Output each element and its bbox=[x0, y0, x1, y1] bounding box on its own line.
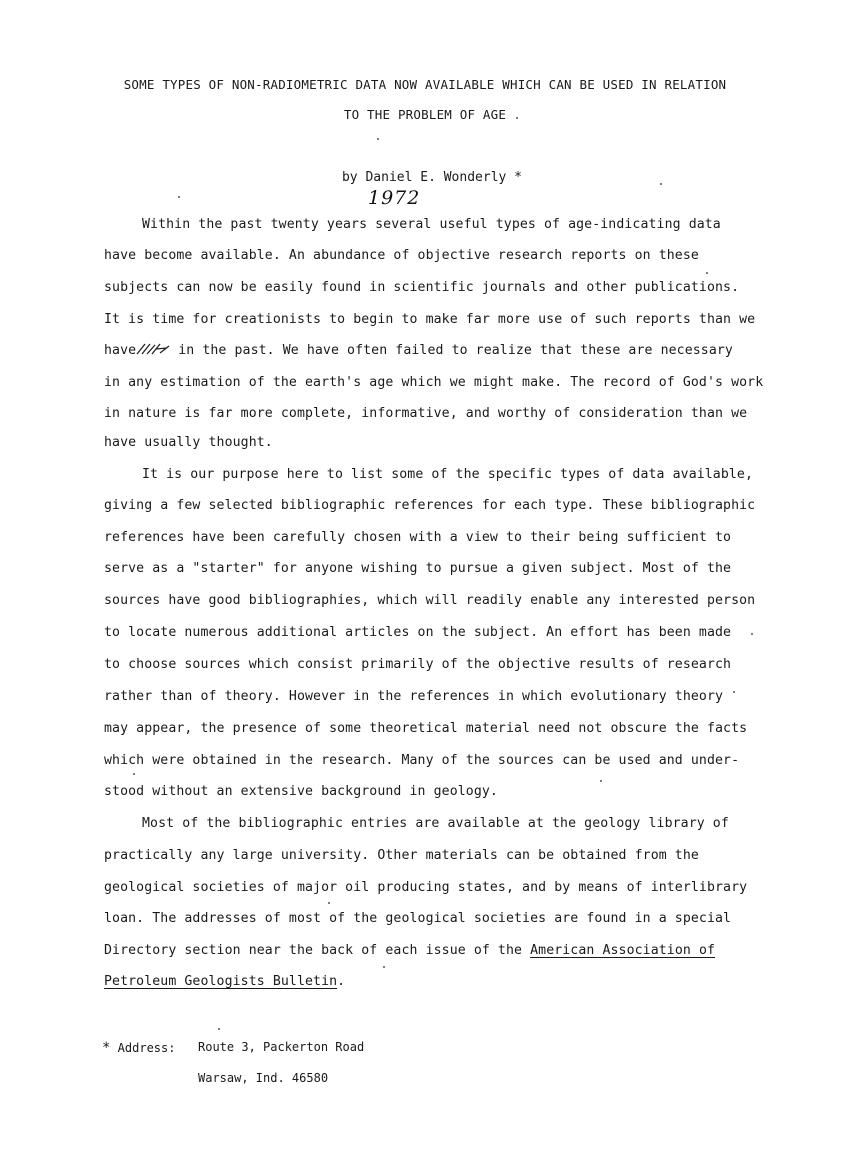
p1-line-7: in nature is far more complete, informative, and worthy of consideration than we bbox=[104, 406, 748, 421]
p3-line-1: Most of the bibliographic entries are available at the geology library of bbox=[142, 816, 729, 831]
scan-speck bbox=[600, 780, 602, 782]
p2-line-2: giving a few selected bibliographic references for each type. These bibliographic bbox=[104, 498, 756, 513]
p1-line-2: have become available. An abundance of objective research reports on these bbox=[104, 248, 699, 263]
footnote-address bbox=[102, 1040, 175, 1056]
p3-line-3: geological societies of major oil producing states, and by means of interlibrary bbox=[104, 880, 748, 895]
footnote-address-line-2: Warsaw, Ind. 46580 bbox=[198, 1071, 329, 1085]
p1-line-1: Within the past twenty years several useful types of age-indicating data bbox=[142, 217, 721, 232]
scan-speck bbox=[178, 196, 180, 198]
handwritten-year: 1972 bbox=[368, 187, 421, 209]
journal-title-part-1: American Association of bbox=[530, 943, 716, 958]
p3-line-5-text: Directory section near the back of each issue of the bbox=[104, 943, 523, 958]
p1-line-5 bbox=[104, 343, 733, 358]
scan-speck bbox=[328, 902, 330, 904]
scan-speck bbox=[751, 633, 753, 635]
strikeout-scribble-icon bbox=[136, 343, 170, 355]
p3-line-2: practically any large university. Other materials can be obtained from the bbox=[104, 848, 699, 863]
p1-line-6: in any estimation of the earth's age which we might make. The record of God's work bbox=[104, 375, 764, 390]
journal-title-part-2: Petroleum Geologists Bulletin bbox=[104, 974, 338, 989]
p2-line-8: rather than of theory. However in the references in which evolutionary theory bbox=[104, 689, 724, 704]
title-line-2: TO THE PROBLEM OF AGE bbox=[343, 107, 507, 122]
scan-speck bbox=[218, 1028, 220, 1030]
p1-line-4: It is time for creationists to begin to make far more use of such reports than we bbox=[104, 312, 756, 327]
p2-line-11: stood without an extensive background in geology. bbox=[104, 784, 498, 799]
scan-speck bbox=[733, 691, 735, 693]
p3-line-6-period: . bbox=[337, 974, 346, 989]
p1-line-8: have usually thought. bbox=[104, 435, 273, 450]
p1-line-3: subjects can now be easily found in scientific journals and other publications. bbox=[104, 280, 740, 295]
p2-line-1: It is our purpose here to list some of the specific types of data available, bbox=[142, 467, 754, 482]
scan-speck bbox=[706, 272, 708, 274]
p3-line-6 bbox=[104, 974, 345, 989]
footnote-address-line-1: Route 3, Packerton Road bbox=[198, 1040, 365, 1054]
scan-speck bbox=[133, 773, 135, 775]
scan-speck bbox=[516, 117, 518, 119]
title-line-1: SOME TYPES OF NON-RADIOMETRIC DATA NOW AVAILABLE WHICH CAN BE USED IN RELATION bbox=[123, 77, 727, 92]
p2-line-10: which were obtained in the research. Many of the sources can be used and under- bbox=[104, 753, 740, 768]
footnote-label: Address: bbox=[117, 1041, 176, 1055]
p2-line-4: serve as a "starter" for anyone wishing to pursue a given subject. Most of the bbox=[104, 561, 732, 576]
p2-line-7: to choose sources which consist primarily of the objective results of research bbox=[104, 657, 732, 672]
p2-line-9: may appear, the presence of some theoretical material need not obscure the facts bbox=[104, 721, 748, 736]
p1-line-5-prefix: have bbox=[104, 343, 137, 358]
p2-line-3: references have been carefully chosen with a view to their being sufficient to bbox=[104, 530, 732, 545]
p2-line-5: sources have good bibliographies, which will readily enable any interested person bbox=[104, 593, 756, 608]
scan-speck bbox=[383, 966, 385, 968]
author-byline: by Daniel E. Wonderly * bbox=[341, 170, 522, 185]
scan-speck bbox=[377, 138, 379, 140]
p1-line-5-text: in the past. We have often failed to realize that these are necessary bbox=[178, 343, 733, 358]
p3-line-5 bbox=[104, 943, 715, 958]
footnote-asterisk-icon: * bbox=[102, 1040, 111, 1056]
p3-line-4: loan. The addresses of most of the geological societies are found in a special bbox=[104, 911, 732, 926]
p2-line-6: to locate numerous additional articles on the subject. An effort has been made bbox=[104, 625, 732, 640]
scan-speck bbox=[660, 183, 662, 185]
